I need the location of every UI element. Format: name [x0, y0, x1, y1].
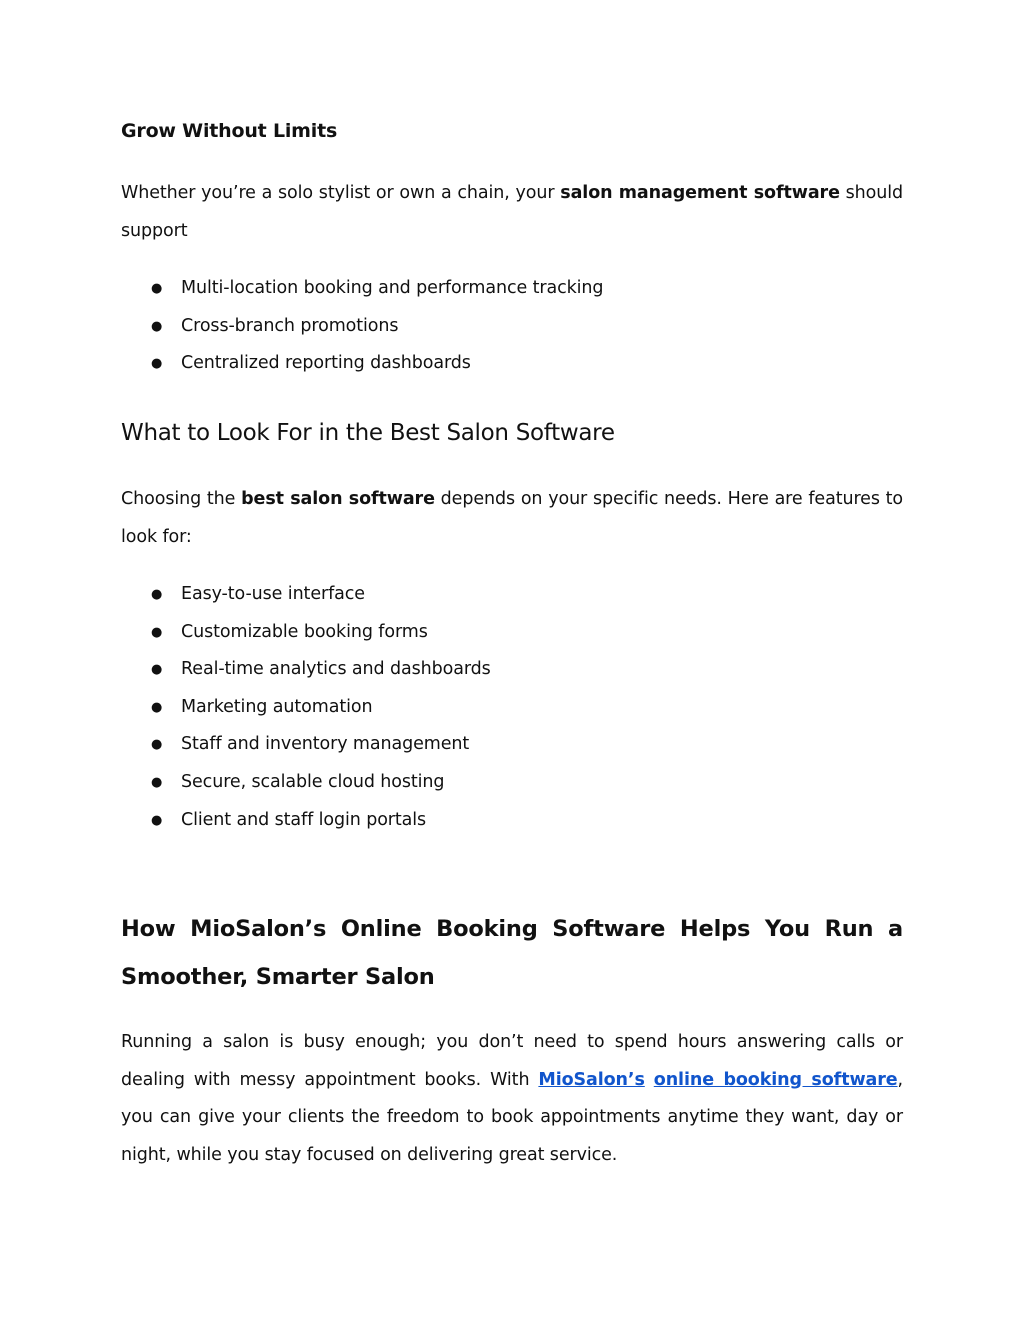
- list-item: [151, 651, 491, 689]
- list-item: [151, 576, 491, 614]
- paragraph-text: Choosing the: [121, 489, 242, 509]
- bullet-icon: ●: [151, 624, 163, 640]
- bullet-icon: ●: [151, 318, 163, 334]
- list-item: [151, 270, 603, 308]
- bullet-icon: ●: [151, 737, 163, 753]
- paragraph-text: should support: [121, 183, 904, 241]
- heading-what-to-look-for: What to Look For in the Best Salon Software: [121, 420, 615, 446]
- list-item-text: Centralized reporting dashboards: [181, 353, 471, 374]
- list-item-text: Client and staff login portals: [181, 809, 427, 830]
- list-item: [151, 802, 491, 840]
- paragraph-choosing: [121, 481, 903, 556]
- bullet-icon: ●: [151, 587, 163, 602]
- bullet-icon: ●: [151, 281, 163, 296]
- list-item-text: Marketing automation: [181, 696, 373, 717]
- bold-term: salon management software: [560, 183, 840, 203]
- bullet-list-features: [151, 576, 491, 839]
- paragraph-text: , you can give your clients the freedom to book appointments anytime they want, day or night, while you stay focused on delivering great service.: [121, 1069, 903, 1165]
- list-item: [151, 726, 491, 764]
- list-item-text: Real-time analytics and dashboards: [181, 659, 491, 680]
- list-item: [151, 308, 603, 346]
- list-item: [151, 689, 491, 727]
- link-spacer: [645, 1070, 654, 1090]
- list-item: [151, 345, 603, 383]
- paragraph-text: Running a salon is busy enough; you don’t need to spend hours answering calls or dealing with messy appointment books. With: [121, 1032, 903, 1090]
- list-item-text: Secure, scalable cloud hosting: [181, 771, 445, 792]
- bullet-icon: ●: [151, 356, 163, 372]
- heading-how-miosalon-helps: How MioSalon’s Online Booking Software Helps You Run a Smoother, Smarter Salon: [121, 916, 903, 990]
- bullet-list-grow: [151, 270, 603, 383]
- paragraph-text: Whether you’re a solo stylist or own a chain, your: [121, 183, 561, 203]
- list-item-text: Cross-branch promotions: [181, 315, 399, 336]
- list-item-text: Multi-location booking and performance tracking: [181, 278, 604, 298]
- list-item: [151, 764, 491, 802]
- bullet-icon: ●: [151, 774, 163, 790]
- paragraph-grow-intro: [121, 175, 903, 250]
- bold-term: best salon software: [241, 489, 435, 509]
- bullet-icon: ●: [151, 699, 163, 715]
- list-item: [151, 614, 491, 652]
- bullet-icon: ●: [151, 812, 163, 828]
- paragraph-running-salon: [121, 1024, 903, 1174]
- list-item-text: Staff and inventory management: [181, 734, 470, 755]
- paragraph-text: depends on your specific needs. Here are features to look for:: [121, 489, 904, 547]
- list-item-text: Customizable booking forms: [181, 621, 428, 642]
- online-booking-software-link[interactable]: online booking software: [653, 1069, 898, 1090]
- list-item-text: Easy-to-use interface: [181, 584, 365, 604]
- heading-grow-without-limits: Grow Without Limits: [121, 120, 338, 142]
- miosalon-link[interactable]: MioSalon’s: [538, 1069, 645, 1090]
- bullet-icon: ●: [151, 662, 163, 678]
